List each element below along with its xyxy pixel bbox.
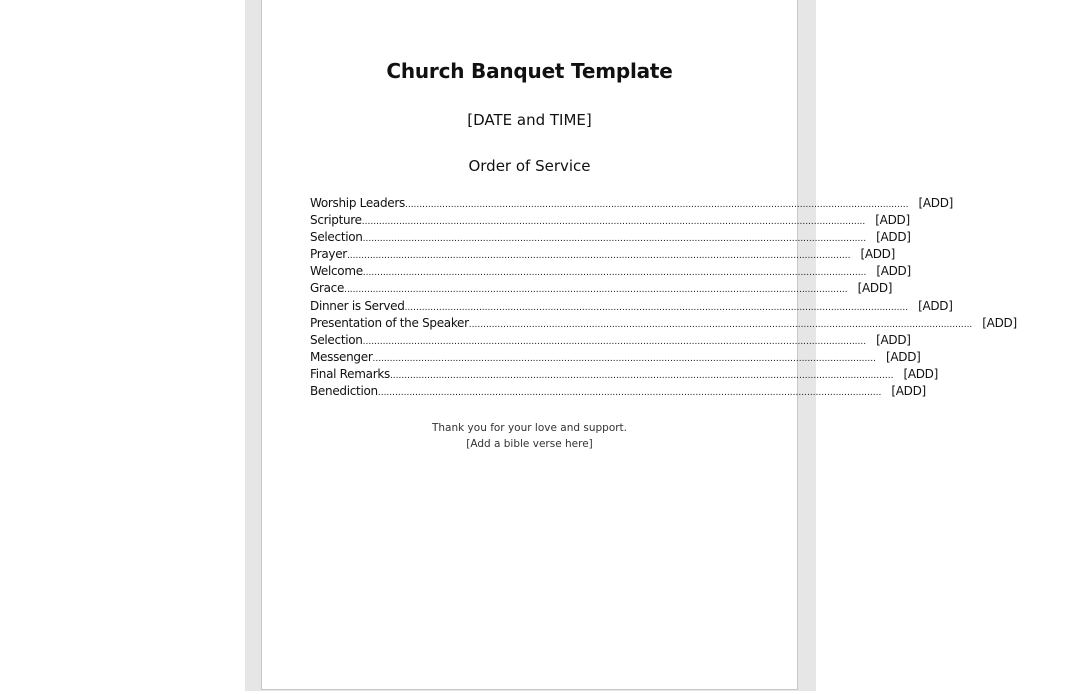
list-item [310,196,954,213]
item-value: [ADD] [918,196,954,210]
item-value: [ADD] [857,281,893,296]
order-of-service-list [310,196,1017,401]
item-label: Scripture [310,213,362,228]
item-value: [ADD] [918,298,953,313]
dot-leader [390,367,894,381]
item-label: Benediction [310,384,378,399]
dot-leader [405,299,909,313]
item-label: Prayer [310,247,347,262]
dot-leader [405,196,909,210]
page-title: Church Banquet Template [386,59,673,83]
list-item [310,281,893,298]
verse-placeholder: [Add a bible verse here] [466,438,593,450]
list-item [310,213,910,230]
date-time-placeholder: [DATE and TIME] [467,111,592,129]
item-label: Presentation of the Speaker [310,315,469,330]
item-label: Grace [310,281,345,296]
item-value: [ADD] [891,384,926,399]
list-item [310,366,939,384]
item-label: Selection [310,332,363,347]
list-item [310,264,911,281]
dot-leader [363,264,867,278]
item-label: Welcome [310,264,363,279]
item-label: Messenger [310,349,373,364]
item-label: Worship Leaders [310,196,405,210]
item-value: [ADD] [885,349,921,364]
list-item [310,315,1017,333]
dot-leader [347,247,851,261]
dot-leader [362,213,866,227]
dot-leader [378,384,882,398]
item-value: [ADD] [876,332,911,347]
item-label: Selection [310,230,363,245]
list-item [310,349,921,367]
dot-leader [363,230,867,244]
item-value: [ADD] [860,247,896,262]
dot-leader [344,281,848,295]
list-item [310,247,896,264]
dot-leader [363,333,867,347]
list-item [310,230,911,247]
item-value: [ADD] [903,366,939,381]
item-value: [ADD] [982,315,1017,330]
item-label: Final Remarks [310,366,390,381]
list-item [310,332,911,350]
closing-text: Thank you for your love and support. [431,422,628,434]
document-page [261,0,1017,690]
dot-leader [469,316,973,330]
list-item [310,298,953,316]
item-value: [ADD] [876,264,911,279]
item-value: [ADD] [876,230,911,245]
list-item [310,384,926,401]
section-heading: Order of Service [468,157,591,175]
dot-leader [372,350,876,364]
item-value: [ADD] [875,213,910,228]
item-label: Dinner is Served [310,298,405,313]
